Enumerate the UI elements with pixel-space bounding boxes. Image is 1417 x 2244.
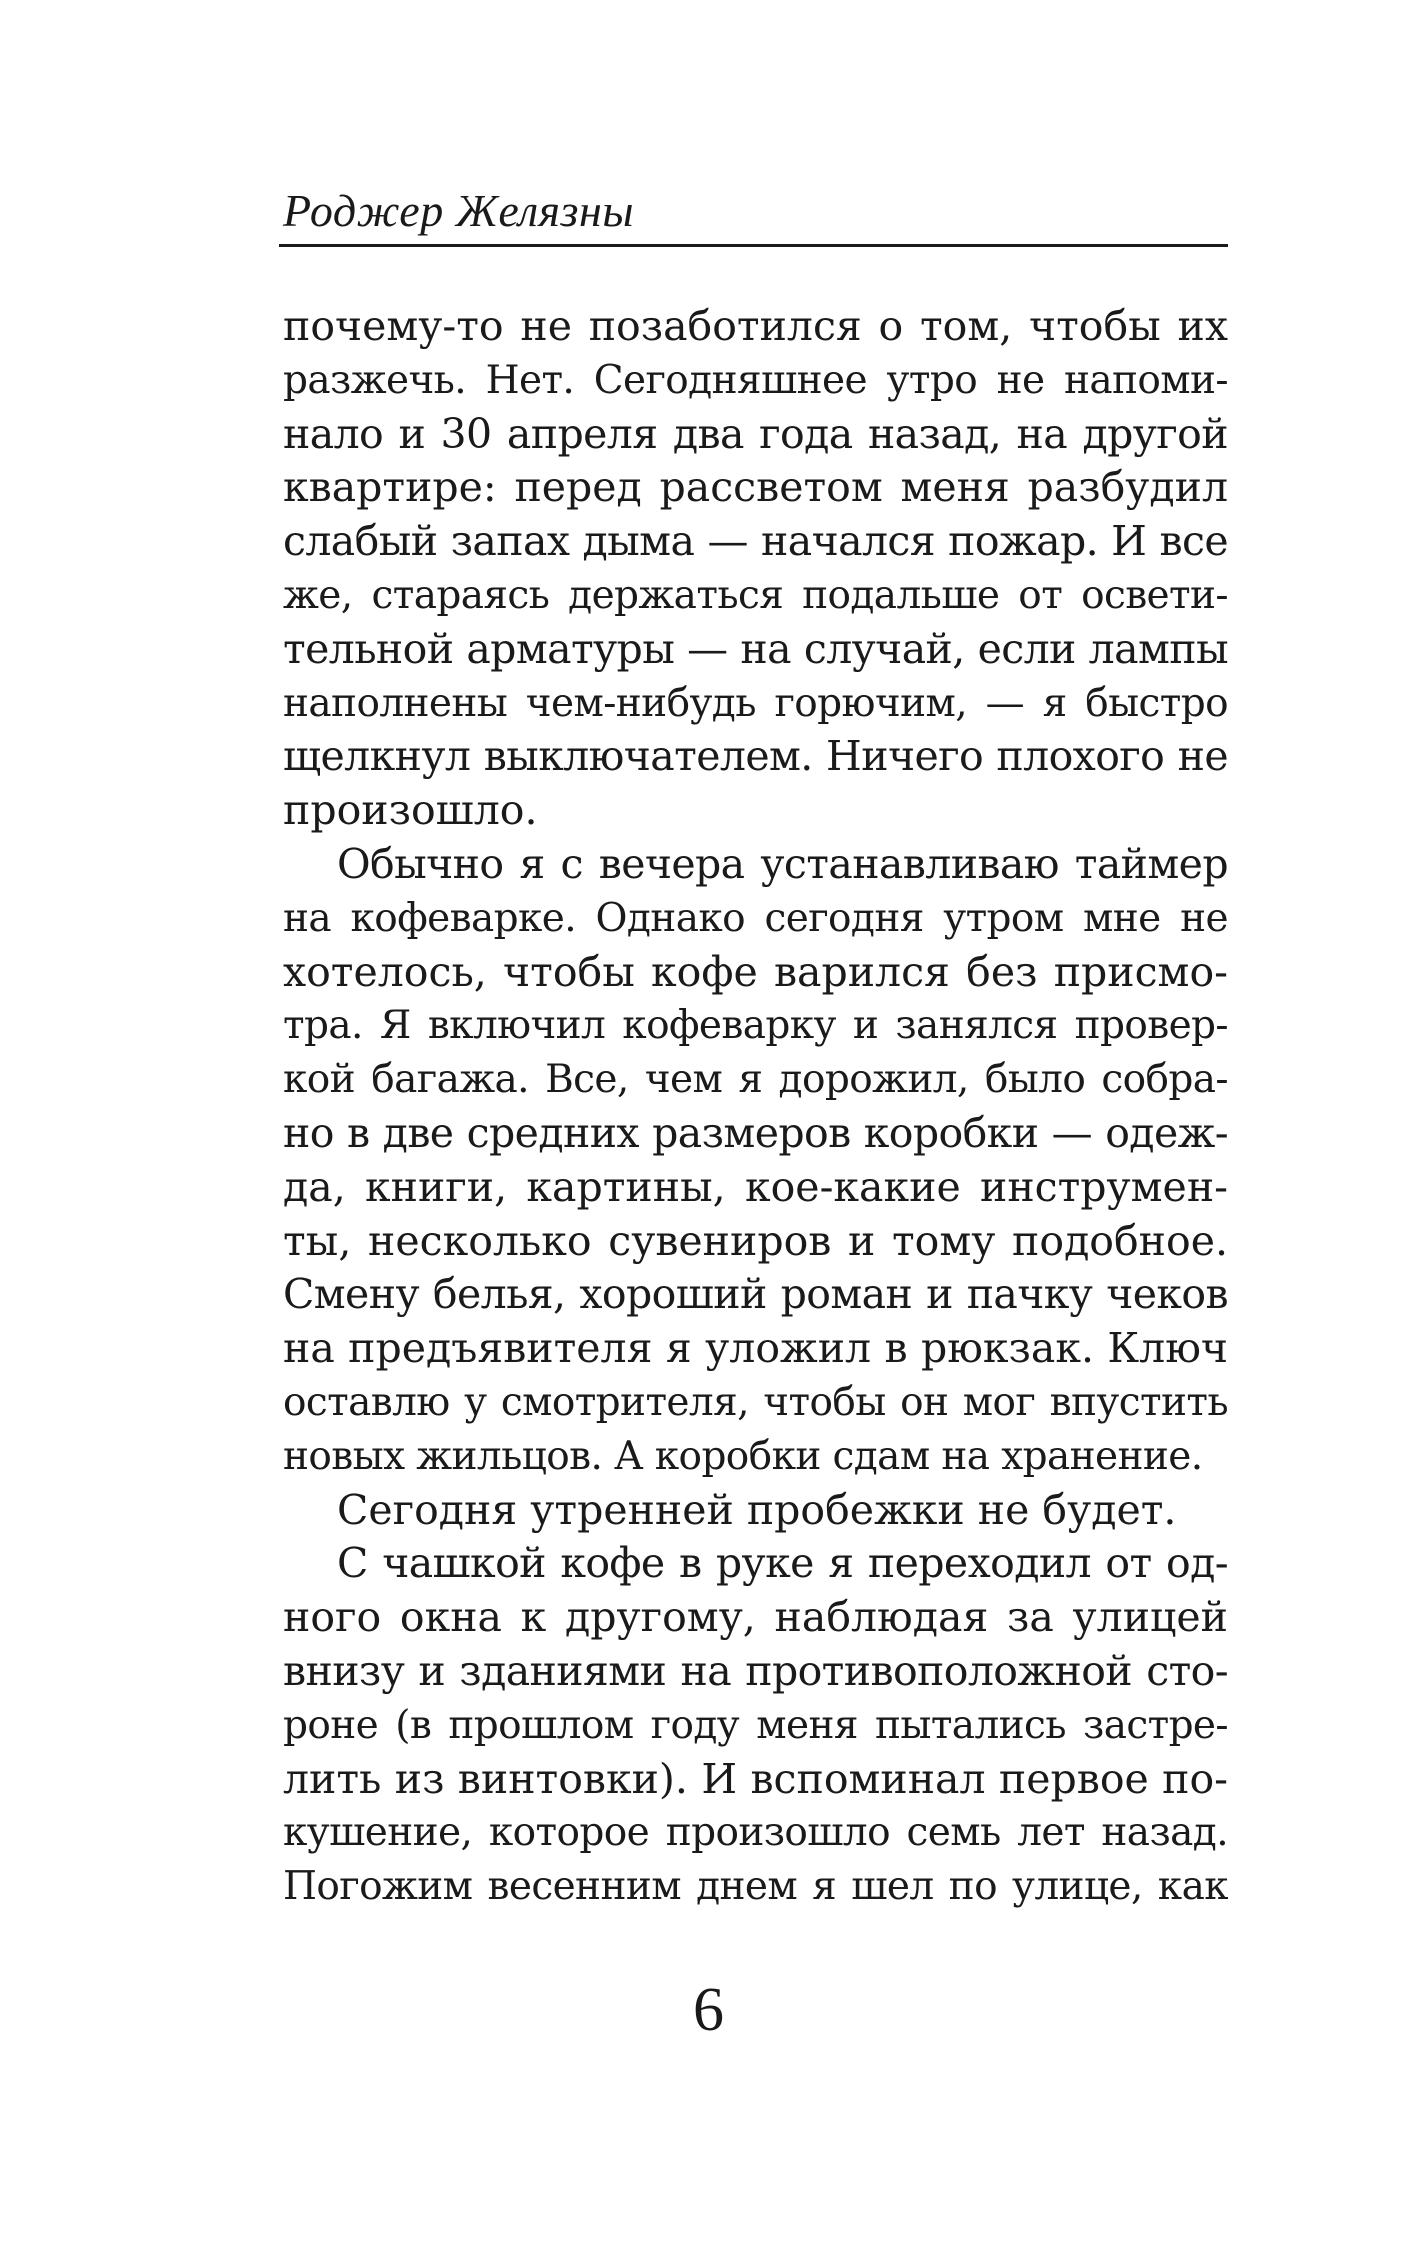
text-line: хотелось, чтобы кофе варился без присмо-: [283, 947, 1228, 996]
text-line: роне (в прошлом году меня пытались застре-: [283, 1702, 1228, 1748]
body-text: [283, 300, 1228, 1914]
text-line-paragraph-start: С чашкой кофе в руке я переходил от од-: [337, 1539, 1228, 1588]
text-line: почему-то не позаботился о том, чтобы их: [283, 302, 1228, 350]
running-head-author: Роджер Желязны: [283, 185, 634, 236]
text-line: разжечь. Нет. Сегодняшнее утро не напоми-: [283, 357, 1228, 403]
text-line: ного окна к другому, наблюдая за улицей: [283, 1593, 1228, 1642]
text-line: же, стараясь держаться подальше от освети-: [283, 572, 1228, 618]
text-line-paragraph-end: произошло.: [283, 786, 538, 835]
text-line: наполнены чем-нибудь горючим, — я быстро: [283, 680, 1228, 726]
text-line: тра. Я включил кофеварку и занялся провер-: [283, 1003, 1228, 1049]
text-line-paragraph-start: Обычно я с вечера устанавливаю таймер: [337, 839, 1228, 888]
text-line: да, книги, картины, кое-какие инструмен-: [283, 1162, 1228, 1211]
text-line: кой багажа. Все, чем я дорожил, было собра-: [283, 1057, 1228, 1103]
text-line: квартире: перед рассветом меня разбудил: [283, 463, 1228, 512]
text-line: внизу и зданиями на противоположной сто-: [283, 1646, 1228, 1695]
text-line: ты, несколько сувениров и тому подобное.: [283, 1216, 1228, 1265]
text-line: кушение, которое произошло семь лет назад.: [283, 1810, 1228, 1856]
text-line: оставлю у смотрителя, чтобы он мог впустить: [283, 1379, 1228, 1425]
text-line: тельной арматуры — на случай, если лампы: [283, 624, 1228, 673]
text-line: на предъявителя я уложил в рюкзак. Ключ: [283, 1324, 1228, 1373]
text-line: лить из винтовки). И вспоминал первое по-: [283, 1754, 1228, 1803]
text-line-paragraph-end: новых жильцов. А коробки сдам на хранение.: [283, 1433, 1203, 1479]
page-number: 6: [693, 1976, 724, 2044]
text-line: но в две средних размеров коробки — одеж-: [283, 1108, 1228, 1157]
text-line: щелкнул выключателем. Ничего плохого не: [283, 732, 1228, 781]
text-line: слабый запах дыма — начался пожар. И все: [283, 517, 1228, 566]
text-line: на кофеварке. Однако сегодня утром мне не: [283, 895, 1228, 941]
text-line: Погожим весенним днем я шел по улице, как: [283, 1864, 1228, 1910]
text-line: Смену белья, хороший роман и пачку чеков: [283, 1270, 1228, 1319]
text-line: нало и 30 апреля два года назад, на другой: [283, 409, 1228, 458]
header-rule: [279, 244, 1228, 247]
text-line-paragraph-single: Сегодня утренней пробежки не будет.: [337, 1485, 1177, 1534]
